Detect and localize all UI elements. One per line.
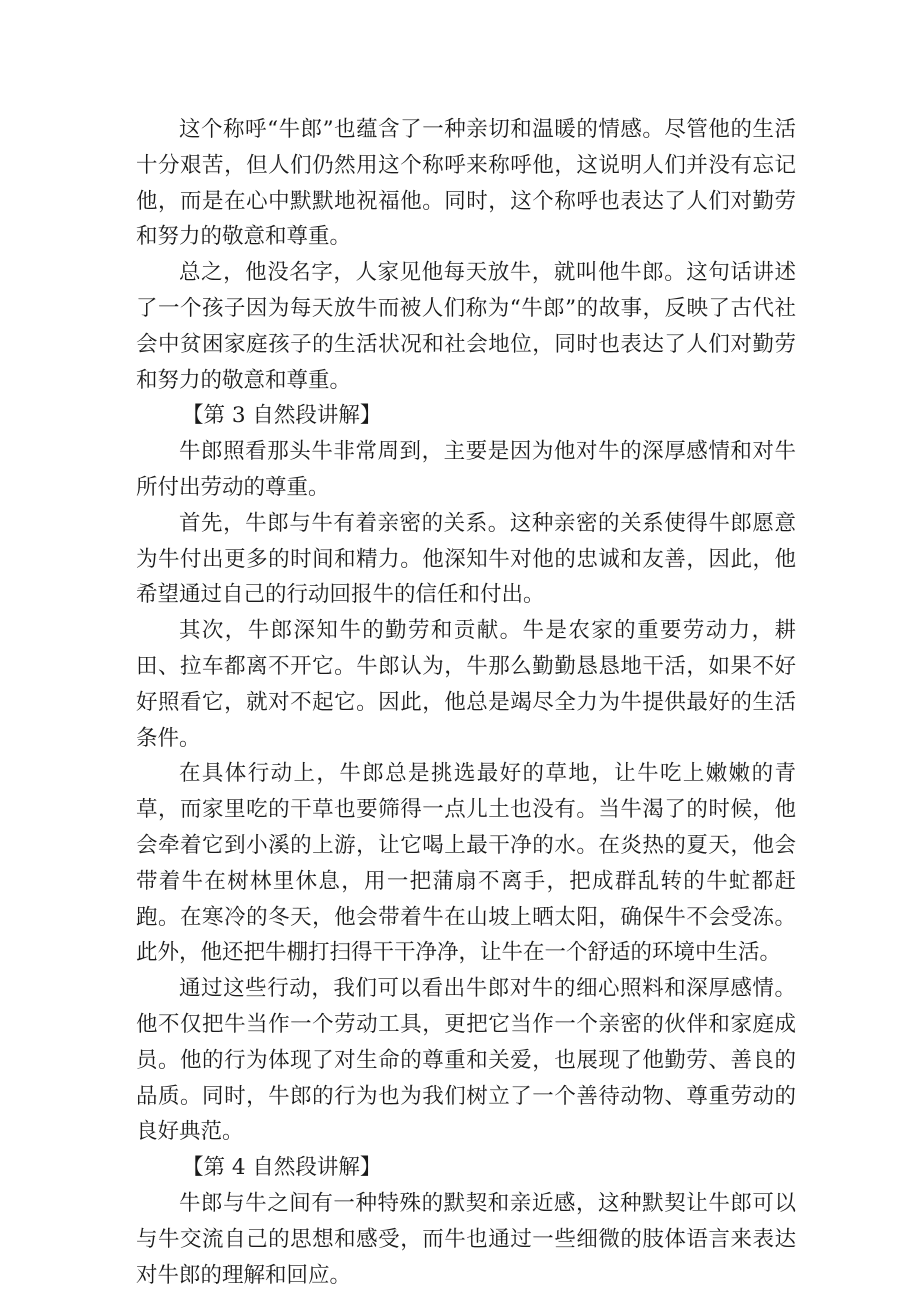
document-body bbox=[136, 112, 796, 1293]
paragraph-nickname-warmth: 这个称呼“牛郎”也蕴含了一种亲切和温暖的情感。尽管他的生活十分艰苦，但人们仍然用这个称呼来称呼他，这说明人们并没有忘记他，而是在心中默默地祝福他。同时，这个称呼也表达了人们对勤劳和努力的敬意和尊重。 bbox=[136, 117, 796, 250]
paragraph-care-reason: 牛郎照看那头牛非常周到，主要是因为他对牛的深厚感情和对牛所付出劳动的尊重。 bbox=[136, 439, 796, 500]
paragraph-summary: 总之，他没名字，人家见他每天放牛，就叫他牛郎。这句话讲述了一个孩子因为每天放牛而被人们称为“牛郎”的故事，反映了古代社会中贫困家庭孩子的生活状况和社会地位，同时也表达了人们对勤劳和努力的敬意和尊重。 bbox=[136, 260, 796, 393]
paragraph-conclusion: 通过这些行动，我们可以看出牛郎对牛的细心照料和深厚感情。他不仅把牛当作一个劳动工具，更把它当作一个亲密的伙伴和家庭成员。他的行为体现了对生命的尊重和关爱，也展现了他勤劳、善良的品质。同时，牛郎的行为也为我们树立了一个善待动物、尊重劳动的良好典范。 bbox=[136, 976, 796, 1145]
section-heading-4: 【第 4 自然段讲解】 bbox=[182, 1155, 382, 1181]
paragraph-first-point: 首先，牛郎与牛有着亲密的关系。这种亲密的关系使得牛郎愿意为牛付出更多的时间和精力。他深知牛对他的忠诚和友善，因此，他希望通过自己的行动回报牛的信任和付出。 bbox=[136, 510, 796, 608]
paragraph-second-point: 其次，牛郎深知牛的勤劳和贡献。牛是农家的重要劳动力，耕田、拉车都离不开它。牛郎认为，牛那么勤勤恳恳地干活，如果不好好照看它，就对不起它。因此，他总是竭尽全力为牛提供最好的生活条件。 bbox=[136, 618, 796, 751]
paragraph-bond: 牛郎与牛之间有一种特殊的默契和亲近感，这种默契让牛郎可以与牛交流自己的思想和感受，而牛也通过一些细微的肢体语言来表达对牛郎的理解和回应。 bbox=[136, 1190, 796, 1288]
section-heading-3: 【第 3 自然段讲解】 bbox=[182, 403, 382, 429]
paragraph-concrete-actions: 在具体行动上，牛郎总是挑选最好的草地，让牛吃上嫩嫩的青草，而家里吃的干草也要筛得一点儿土也没有。当牛渴了的时候，他会牵着它到小溪的上游，让它喝上最干净的水。在炎热的夏天，他会带着牛在树林里休息，用一把蒲扇不离手，把成群乱转的牛虻都赶跑。在寒冷的冬天，他会带着牛在山坡上晒太阳，确保牛不会受冻。此外，他还把牛棚打扫得干干净净，让牛在一个舒适的环境中生活。 bbox=[136, 761, 796, 966]
